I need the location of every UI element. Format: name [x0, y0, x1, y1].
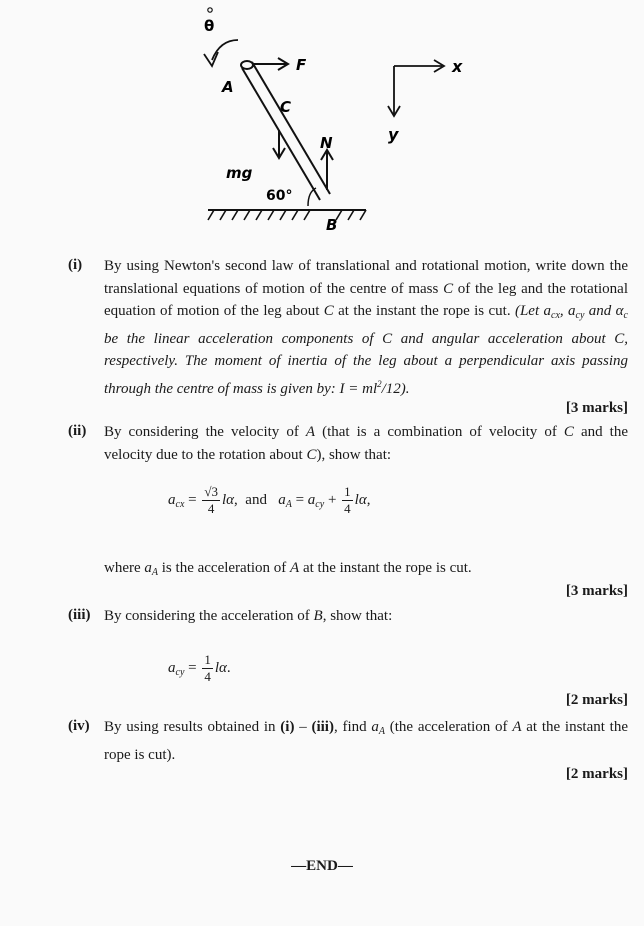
physics-diagram [180, 0, 480, 240]
theta-dot-marker [208, 8, 212, 12]
label-mg: mg [226, 164, 253, 182]
label-angle: 60° [266, 188, 293, 204]
rod-edge-1 [242, 68, 320, 200]
question-3-number: (iii) [68, 607, 91, 623]
axis-y-label: y [388, 125, 399, 144]
question-1-text: By using Newton's second law of translational and rotational motion, write down the translational equations of motion of the centre of mass C of the leg and the rotational equation of motion of the leg about C at the instant the rope is cut. (Let $a_{cx}$, $a_{cy}$ and $\alpha_c$ be the linear acceleration components of C and angular acceleration about C, respectively. The moment of inertia of the leg about a perpendicular axis passing through the centre of mass is given by: $I = ml^2/12$). [104, 258, 628, 397]
question-3-marks: [2 marks] [565, 692, 628, 708]
equation-acy: $a_{cy}$ = $\frac{1}{4}$ lα. [168, 652, 231, 684]
question-2-after-text: where $a_A$ is the acceleration of A at the instant the rope is cut. [104, 560, 472, 578]
question-2-marks: [3 marks] [565, 583, 628, 599]
equation-acx-aA: $a_{cx}$ = $\frac{√3}{4}$ lα, and $a_A = a_{cy}$ + $\frac{1}{4}$ lα, [168, 484, 371, 516]
question-4-number: (iv) [68, 718, 90, 734]
question-4-text: By using results obtained in (i) – (iii), find $a_A$ (the acceleration of A at the instant the rope is cut). [104, 719, 628, 763]
label-A: A [222, 78, 234, 96]
question-1-marks: [3 marks] [565, 400, 628, 416]
question-2-text: By considering the velocity of A (that is a combination of velocity of C and the velocity due to the rotation about C), show that: [104, 424, 628, 463]
ground-hatching [208, 210, 366, 220]
theta-label: θ [204, 17, 215, 35]
label-N: N [320, 134, 333, 152]
rod-end-A [241, 61, 253, 69]
end-marker: —END— [291, 858, 353, 874]
axis-x-label: x [452, 57, 463, 76]
label-C: C [280, 98, 292, 116]
rotation-arrowhead [204, 52, 218, 66]
question-4-marks: [2 marks] [565, 766, 628, 782]
label-B: B [326, 216, 338, 234]
rod-edge-2 [252, 62, 330, 194]
question-1-number: (i) [68, 257, 83, 273]
question-2-number: (ii) [68, 423, 87, 439]
question-3-text: By considering the acceleration of B, show that: [104, 608, 393, 624]
label-F: F [296, 56, 307, 74]
